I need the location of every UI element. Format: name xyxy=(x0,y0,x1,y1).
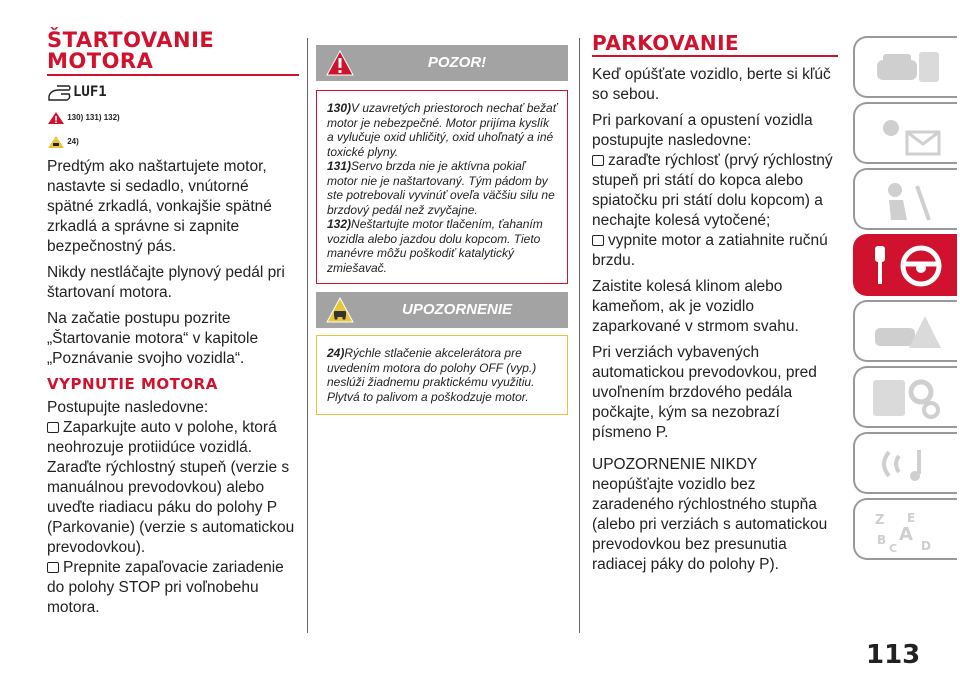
page-number: 113 xyxy=(866,640,921,670)
caution-box-header: UPOZORNENIE xyxy=(316,292,568,328)
danger-triangle-icon xyxy=(326,50,354,76)
paragraph: Pri verziách vybavených automatickou prevodovkou, pred uvoľnením brzdového pedála počkajte, kým sa nezobrazí písmeno P. xyxy=(592,344,817,441)
bullet-item: vypnite motor a zatiahnite ručnú brzdu. xyxy=(592,232,828,269)
tab-emergency[interactable] xyxy=(853,300,957,362)
warning-item: 130)V uzavretých priestoroch nechať bežať motor je nebezpečné. Motor prijíma kyslík a vylučuje oxid uhličitý, oxid uhoľnatý a iné toxické plyny. xyxy=(327,101,557,159)
steering-wheel-key-icon xyxy=(869,242,945,290)
tab-index[interactable] xyxy=(853,498,957,560)
caution-box-body xyxy=(316,335,568,415)
svg-text:Z: Z xyxy=(875,513,885,528)
column-divider xyxy=(579,38,580,633)
paragraph: Nikdy nestláčajte plynový pedál pri štartovaní motora. xyxy=(47,264,285,301)
index-alphabet-icon xyxy=(869,506,945,554)
left-column xyxy=(47,0,299,624)
tab-maintenance[interactable] xyxy=(853,366,957,428)
svg-text:D: D xyxy=(921,539,931,553)
bullet-box-icon xyxy=(47,422,59,433)
tab-dashboard[interactable] xyxy=(853,36,957,98)
warning-item: 131)Servo brzda nie je aktívna pokiaľ motor nie je naštartovaný. Tým pádom by ste potrebovali vyvinúť oveľa väčšiu silu ne brzdový pedál než zvyčajne. xyxy=(327,159,555,217)
paragraph: Predtým ako naštartujete motor, nastavte si sedadlo, vnútorné spätné zrkadlá, vonkajšie spätné zrkadlá a správne si zapnite bezpečnostný pás. xyxy=(47,158,272,255)
svg-text:E: E xyxy=(907,511,916,525)
airbag-seat-icon xyxy=(869,176,945,224)
warning-item: 132)Neštartujte motor tlačením, ťahaním vozidla alebo jazdou dolu kopcom. Tieto manévre môžu poškodiť katalytický zmiešavač. xyxy=(327,217,543,275)
warning-lights-icon xyxy=(869,110,945,158)
paragraph: Postupujte nasledovne: xyxy=(47,399,209,416)
svg-text:LUF1: LUF1 xyxy=(73,84,107,100)
bullet-box-icon xyxy=(47,562,59,573)
tab-starting-driving[interactable] xyxy=(853,234,957,296)
bullet-item: zaraďte rýchlosť (prvý rýchlostný stupeň pri státí do kopca alebo spiatočku pri státí dolu kopcom) a nechajte kolesá vytočené; xyxy=(592,152,833,229)
title-underline xyxy=(592,55,838,57)
right-column xyxy=(592,0,838,581)
paragraph: Zaistite kolesá klinom alebo kameňom, ak je vozidlo zaparkované v strmom svahu. xyxy=(592,278,799,335)
warning-box-header: POZOR! xyxy=(316,45,568,81)
svg-text:A: A xyxy=(899,524,913,545)
caution-triangle-icon xyxy=(326,297,354,323)
caution-reference: 24) xyxy=(47,135,299,149)
caution-item: 24)Rýchle stlačenie akcelerátora pre uvedením motora do polohy OFF (vyp.) neslúži žiadnemu praktickému využitiu. Plytvá to palivom a poškodzuje motor. xyxy=(327,346,537,404)
section-title-switching-off: VYPNUTIE MOTORA xyxy=(47,375,218,393)
title-underline xyxy=(47,74,299,76)
tab-multimedia[interactable] xyxy=(853,432,957,494)
maintenance-gears-icon xyxy=(869,374,945,422)
bullet-box-icon xyxy=(592,155,604,166)
tab-safety[interactable] xyxy=(853,168,957,230)
bullet-box-icon xyxy=(592,235,604,246)
breakdown-car-icon xyxy=(869,308,945,356)
pointing-hand-icon xyxy=(47,80,107,102)
svg-text:B: B xyxy=(877,533,887,547)
paragraph: UPOZORNENIE NIKDY neopúšťajte vozidlo bez zaradeného rýchlostného stupňa (alebo pri verziách s automatickou prevodovkou bez presunutia radiacej páky do polohy P). xyxy=(592,456,828,573)
multimedia-icon xyxy=(869,440,945,488)
bullet-item: Zaparkujte auto v polohe, ktorá neohrozuje protiidúce vozidlá. Zaraďte rýchlostný stupeň (verzie s manuálnou prevodovkou) alebo uveďte riadiacu páku do polohy P (Parkovanie) (verzie s automatickou prevodovkou). xyxy=(47,419,295,556)
svg-text:C: C xyxy=(889,542,898,555)
danger-triangle-icon xyxy=(47,111,65,125)
section-title-starting: ŠTARTOVANIE MOTORA xyxy=(47,28,215,73)
car-dashboard-icon xyxy=(869,44,945,92)
tab-warning-lights[interactable] xyxy=(853,102,957,164)
warning-box-body xyxy=(316,90,568,284)
column-divider xyxy=(307,38,308,633)
section-title-parking: PARKOVANIE xyxy=(592,31,740,55)
paragraph: Pri parkovaní a opustení vozidla postupujte nasledovne: xyxy=(592,112,813,149)
paragraph: Na začatie postupu pozrite „Štartovanie motora“ v kapitole „Poznávanie svojho vozidla“. xyxy=(47,310,259,367)
caution-triangle-icon xyxy=(47,135,65,149)
bullet-item: Prepnite zapaľovacie zariadenie do polohy STOP pri voľnobehu motora. xyxy=(47,559,284,616)
danger-reference: 130) 131) 132) xyxy=(47,111,299,125)
paragraph: Keď opúšťate vozidlo, berte si kľúč so sebou. xyxy=(592,66,831,103)
